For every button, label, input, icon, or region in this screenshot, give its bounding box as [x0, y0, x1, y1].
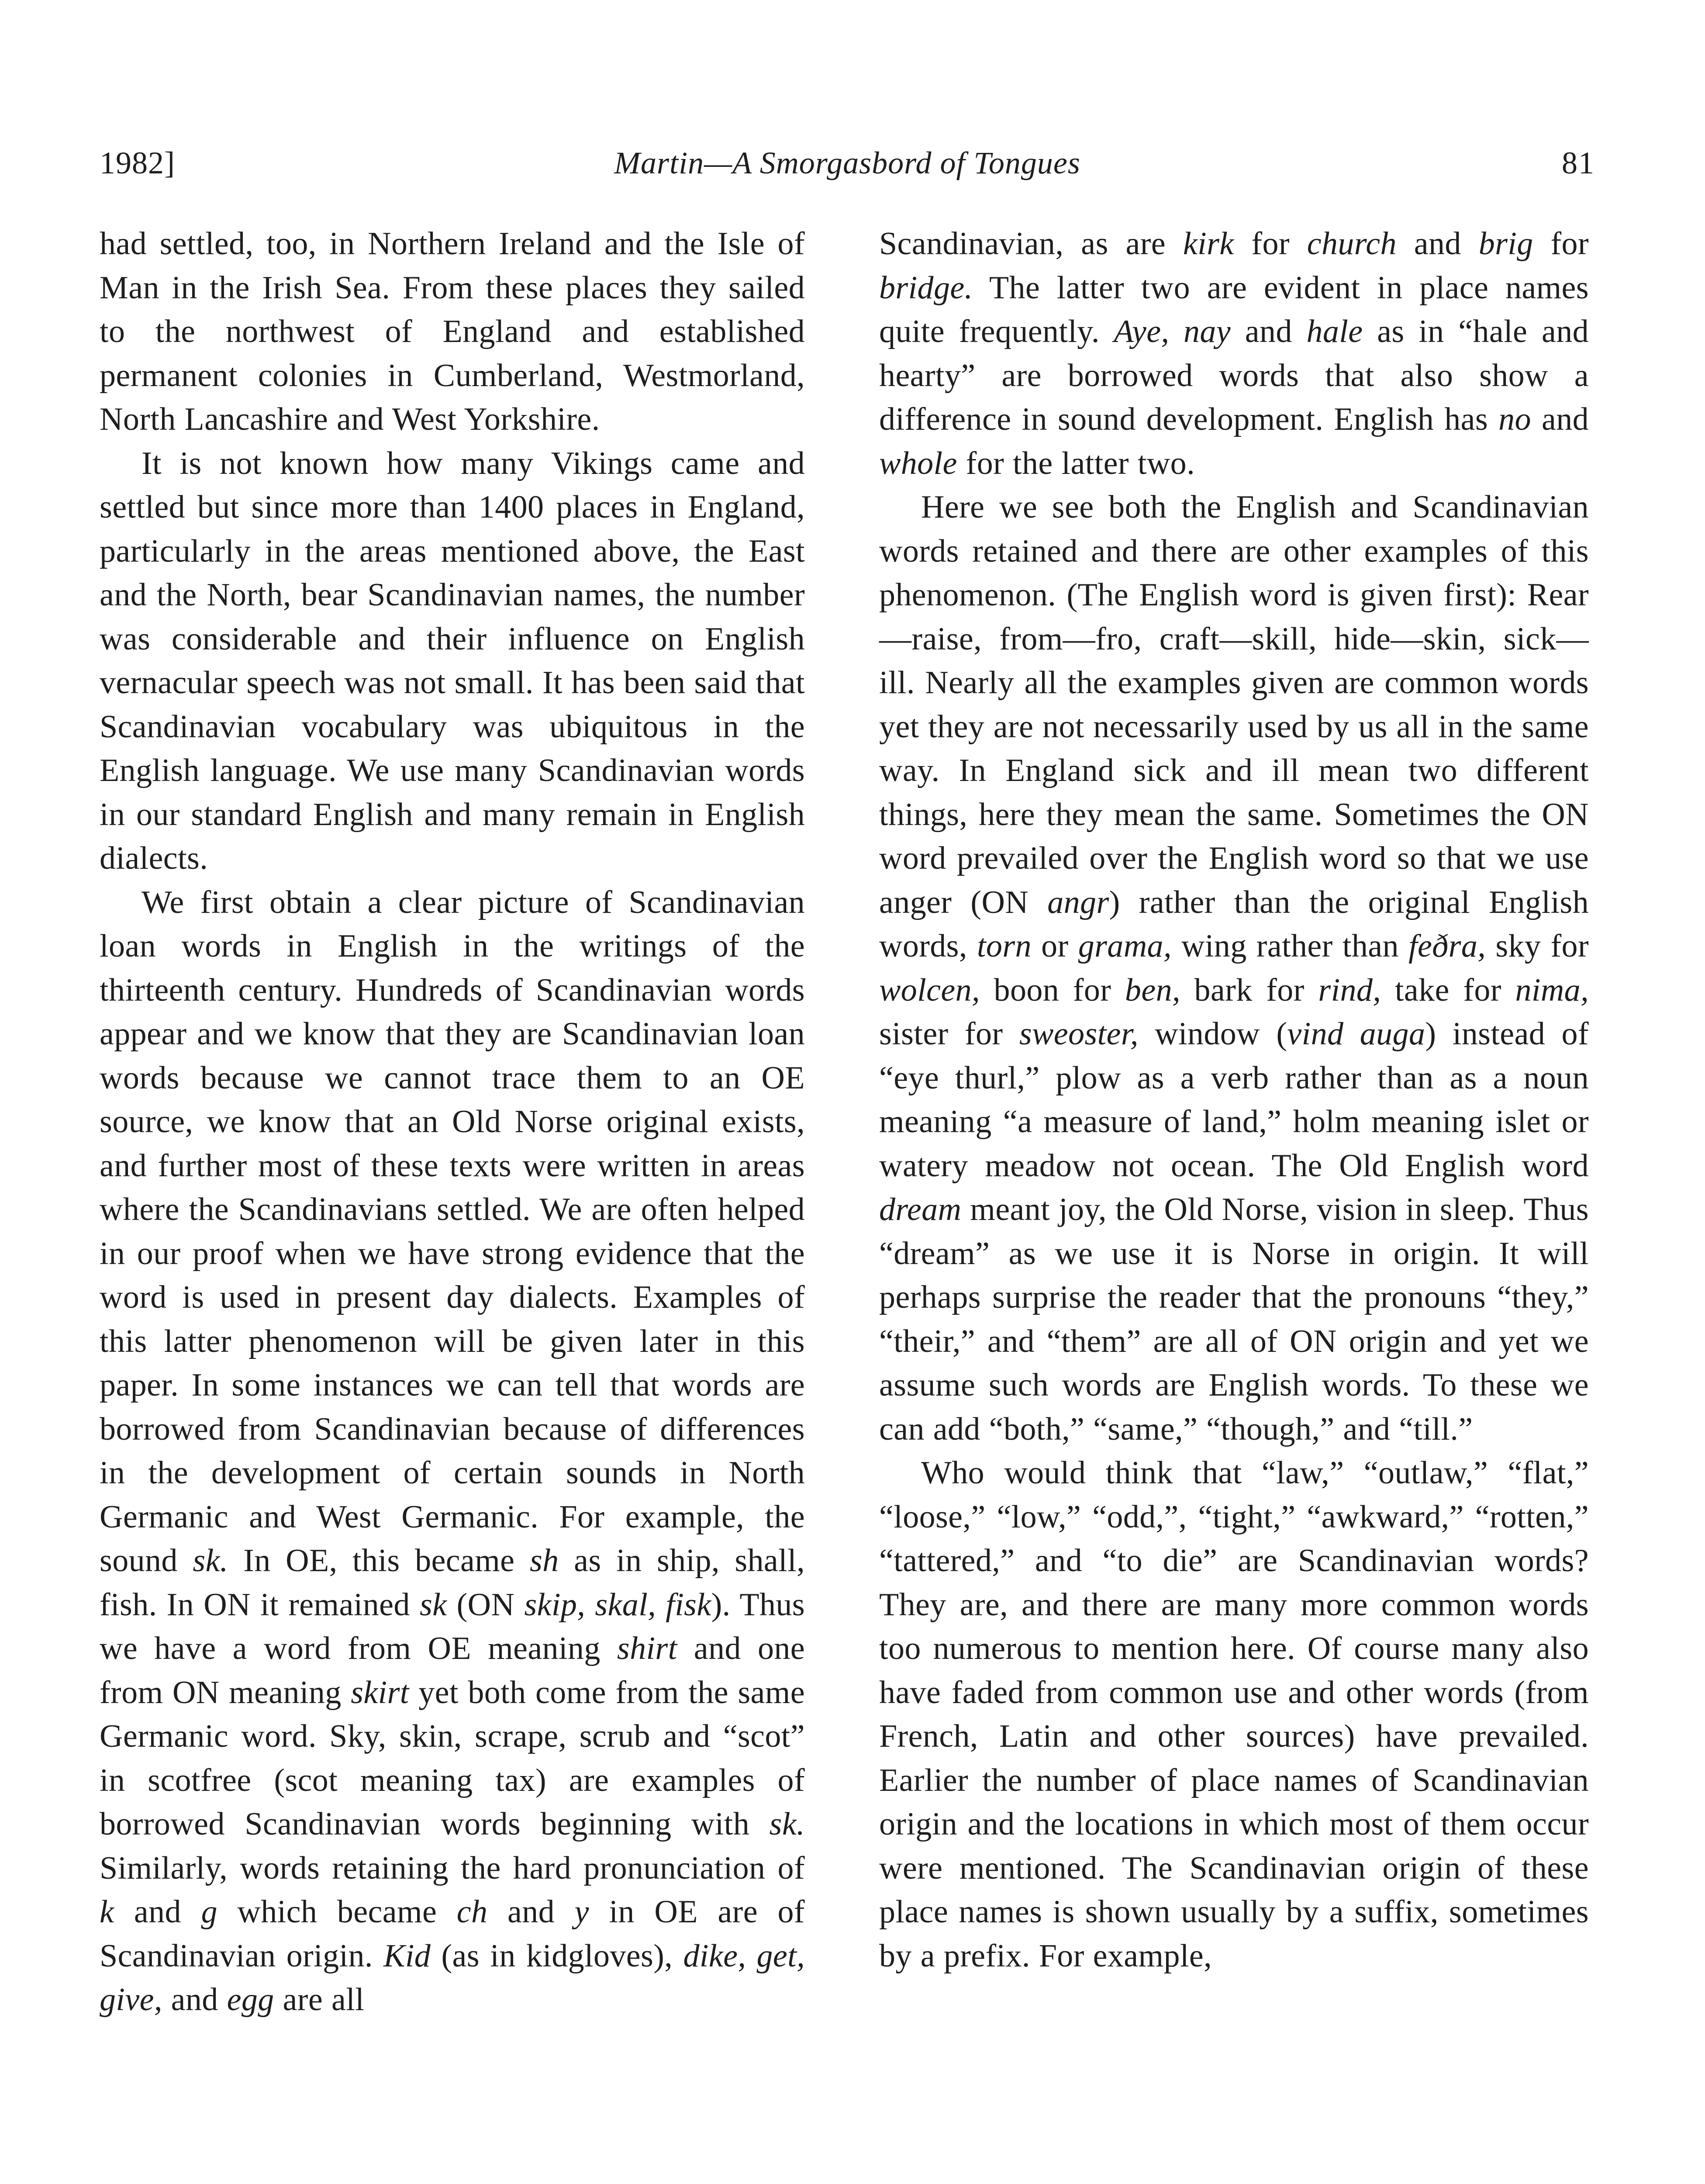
right-column	[879, 222, 1589, 1978]
running-title: Martin—A Smorgasbord of Tongues	[614, 145, 1080, 180]
paragraph: We first obtain a clear picture of Scandinavian loan words in English in the writings of the thirteenth century. Hundreds of Scandinavian words appear and we know that they are Scandinavian loan words because we cannot trace them to an OE source, we know that an Old Norse original exists, and further most of these texts were written in areas where the Scandinavians settled. We are often helped in our proof when we have strong evidence that the word is used in present day dialects. Examples of this latter phenomenon will be given later in this paper. In some instances we can tell that words are borrowed from Scandinavian because of differences in the development of certain sounds in North Germanic and West Germanic. For example, the sound sk. In OE, this became sh as in ship, shall, fish. In ON it remained sk (ON skip, skal, fisk). Thus we have a word from OE meaning shirt and one from ON meaning skirt yet both come from the same Germanic word. Sky, skin, scrape, scrub and “scot” in scotfree (scot meaning tax) are examples of borrowed Scandinavian words beginning with sk. Similarly, words retaining the hard pronunciation of k and g which became ch and y in OE are of Scandinavian origin. Kid (as in kidgloves), dike, get, give, and egg are all	[100, 884, 805, 2018]
paragraph: Scandinavian, as are kirk for church and brig for bridge. The latter two are evident in place names quite frequently. Aye, nay and hale as in “hale and hearty” are borrowed words that also show a difference in sound development. English has no and whole for the latter two.	[879, 226, 1589, 481]
running-head	[100, 139, 1595, 187]
volume-year: 1982]	[100, 145, 175, 180]
paragraph: Who would think that “law,” “outlaw,” “flat,” “loose,” “low,” “odd,”, “tight,” “awkward,” “rotten,” “tattered,” and “to die” are Scandinavian words? They are, and there are many more common words too numerous to mention here. Of course many also have faded from common use and other words (from French, Latin and other sources) have prevailed. Earlier the number of place names of Scandinavian origin and the locations in which most of them occur were mentioned. The Scandinavian origin of these place names is shown usually by a suffix, sometimes by a prefix. For example,	[879, 1455, 1589, 1974]
page-number: 81	[1562, 145, 1595, 180]
left-column	[100, 222, 805, 2022]
paragraph: Here we see both the English and Scandinavian words retained and there are other examples of this phenomenon. (The English word is given first): Rear—raise, from—fro, craft—skill, hide—skin, sick—ill. Nearly all the examples given are common words yet they are not necessarily used by us all in the same way. In England sick and ill mean two different things, here they mean the same. Sometimes the ON word prevailed over the English word so that we use anger (ON angr) rather than the original English words, torn or grama, wing rather than feðra, sky for wolcen, boon for ben, bark for rind, take for nima, sister for sweoster, window (vind auga) instead of “eye thurl,” plow as a verb rather than as a noun meaning “a measure of land,” holm meaning islet or watery meadow not ocean. The Old English word dream meant joy, the Old Norse, vision in sleep. Thus “dream” as we use it is Norse in origin. It will perhaps surprise the reader that the pronouns “they,” “their,” and “them” are all of ON origin and yet we assume such words are English words. To these we can add “both,” “same,” “though,” and “till.”	[879, 489, 1589, 1447]
paragraph: had settled, too, in Northern Ireland and the Isle of Man in the Irish Sea. From these places they sailed to the northwest of England and established permanent colonies in Cumberland, Westmorland, North Lancashire and West Yorkshire.	[100, 226, 805, 437]
paragraph: It is not known how many Vikings came and settled but since more than 1400 places in England, particularly in the areas mentioned above, the East and the North, bear Scandinavian names, the number was considerable and their influence on English vernacular speech was not small. It has been said that Scandinavian vocabulary was ubiquitous in the English language. We use many Scandinavian words in our standard English and many remain in English dialects.	[100, 445, 805, 876]
